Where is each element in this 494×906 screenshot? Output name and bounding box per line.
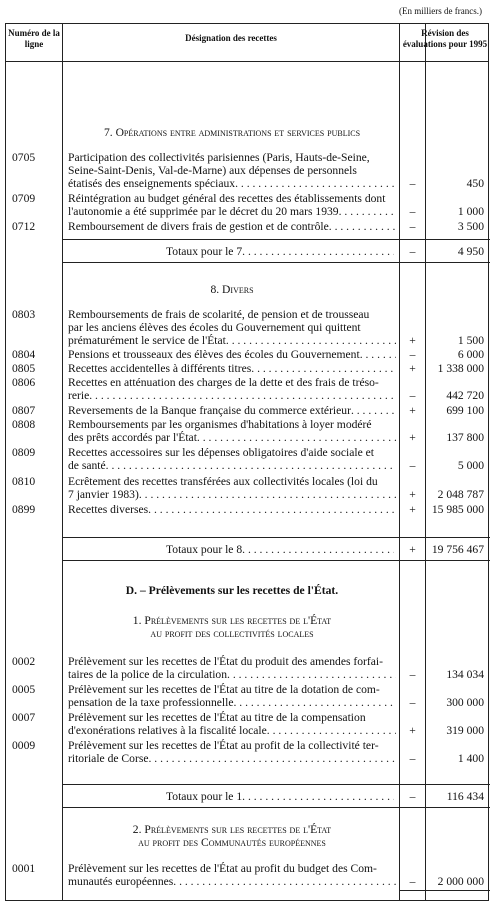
row-designation <box>68 503 396 516</box>
total-separator <box>63 239 490 240</box>
total-sign: – <box>409 790 416 803</box>
dot-leader <box>235 177 396 190</box>
row-designation <box>68 404 396 417</box>
row-designation <box>68 739 396 765</box>
line-number: 0001 <box>12 862 36 875</box>
total-sign: – <box>409 245 416 258</box>
line-number: 0002 <box>12 655 36 668</box>
dot-leader <box>329 220 396 233</box>
line-number: 0810 <box>12 475 36 488</box>
total-label <box>166 790 394 803</box>
designation-line <box>68 192 396 205</box>
total-label <box>166 543 394 556</box>
line-number: 0009 <box>12 739 36 752</box>
designation-line <box>68 321 396 334</box>
dot-leader <box>339 205 396 218</box>
designation-text: taires de la police de la circulation <box>68 668 228 681</box>
row-sign: – <box>409 205 416 218</box>
designation-line <box>68 655 396 668</box>
designation-line <box>68 683 396 696</box>
row-value: 2 048 787 <box>437 488 484 501</box>
dot-leader <box>242 543 394 556</box>
line-number: 0803 <box>12 308 36 321</box>
designation-line <box>68 389 396 402</box>
designation-text: 7 janvier 1983) <box>68 488 139 501</box>
dot-leader <box>360 348 396 361</box>
designation-line <box>68 404 396 417</box>
row-value: 3 500 <box>457 220 484 233</box>
designation-text: Remboursements de frais de scolarité, de pension et de trousseau <box>68 308 370 321</box>
row-sign: + <box>409 431 416 444</box>
designation-text: ritoriale de Corse <box>68 752 149 765</box>
row-designation <box>68 308 396 347</box>
line-number: 0712 <box>12 220 36 233</box>
dot-leader <box>89 389 396 402</box>
dot-leader <box>242 790 394 803</box>
dot-leader <box>106 459 396 472</box>
row-designation <box>68 711 396 737</box>
section-title-text: D. – Prélèvements sur les recettes de l'État. <box>125 584 339 597</box>
dot-leader <box>227 668 396 681</box>
line-number: 0709 <box>12 192 36 205</box>
revenue-table <box>5 23 489 901</box>
line-number: 0808 <box>12 418 36 431</box>
dot-leader <box>242 245 394 258</box>
row-designation <box>68 655 396 681</box>
dot-leader <box>148 752 396 765</box>
row-value: 1 338 000 <box>437 362 484 375</box>
dot-leader <box>267 724 396 737</box>
row-sign: + <box>409 404 416 417</box>
row-value: 15 985 000 <box>431 503 484 516</box>
designation-text: Pensions et trousseaux des élèves des écoles du Gouvernement <box>68 348 360 361</box>
designation-text: Recettes accidentelles à différents titres <box>68 362 252 375</box>
row-sign: + <box>409 334 416 347</box>
row-designation <box>68 348 396 361</box>
designation-text: des prêts accordés par l'État <box>68 431 197 444</box>
row-sign: – <box>409 752 416 765</box>
row-sign: + <box>409 488 416 501</box>
row-value: 2 000 000 <box>437 875 484 888</box>
header-separator <box>6 61 488 62</box>
dot-leader <box>197 431 396 444</box>
designation-line <box>68 362 396 375</box>
total-value: 4 950 <box>457 245 484 258</box>
line-number: 0809 <box>12 446 36 459</box>
row-value: 442 720 <box>446 389 484 402</box>
total-label-text: Totaux pour le 1 <box>166 790 243 803</box>
row-value: 450 <box>466 177 484 190</box>
designation-text: prématurément le service de l'État <box>68 334 226 347</box>
designation-text: Prélèvement sur les recettes de l'État au titre de la compensation <box>68 711 366 724</box>
row-designation <box>68 151 396 190</box>
row-sign: + <box>409 503 416 516</box>
line-number: 0007 <box>12 711 36 724</box>
line-number: 0805 <box>12 362 36 375</box>
row-value: 319 000 <box>446 724 484 737</box>
designation-text: Recettes accessoires sur les dépenses obligatoires d'aide sociale et <box>68 446 374 459</box>
designation-text: Recettes diverses <box>68 503 149 516</box>
designation-text: Remboursement de divers frais de gestion et de contrôle <box>68 220 329 233</box>
row-sign: + <box>409 362 416 375</box>
designation-text: Réintégration au budget général des recettes des établissements dont <box>68 192 386 205</box>
row-sign: – <box>409 696 416 709</box>
total-separator <box>63 537 490 538</box>
designation-text: Prélèvement sur les recettes de l'État au profit de la collectivité ter- <box>68 739 379 752</box>
total-label <box>166 245 394 258</box>
total-label-text: Totaux pour le 8 <box>166 543 243 556</box>
row-value: 5 000 <box>457 459 484 472</box>
designation-line <box>68 431 396 444</box>
row-sign: – <box>409 177 416 190</box>
designation-text: Prélèvement sur les recettes de l'État au profit du budget des Com- <box>68 862 377 875</box>
row-designation <box>68 862 396 888</box>
dot-leader <box>139 488 396 501</box>
header-designation: Désignation des recettes <box>185 33 277 43</box>
section-title-text: au profit des collectivités locales <box>150 627 314 640</box>
designation-text: l'autonomie a été supprimée par le décret du 20 mars 1939 <box>68 205 339 218</box>
dot-leader <box>233 696 396 709</box>
designation-line <box>68 348 396 361</box>
designation-text: Remboursements par les organismes d'habitations à loyer modéré <box>68 418 372 431</box>
designation-text: d'exonérations relatives à la fiscalité locale <box>68 724 267 737</box>
row-designation <box>68 446 396 472</box>
dot-leader <box>173 875 396 888</box>
row-value: 137 800 <box>446 431 484 444</box>
designation-line <box>68 862 396 875</box>
row-sign: – <box>409 220 416 233</box>
header-line-number: Numéro de la ligne <box>8 28 60 49</box>
designation-line <box>68 177 396 190</box>
designation-line <box>68 446 396 459</box>
row-value: 699 100 <box>446 404 484 417</box>
dot-leader <box>351 404 396 417</box>
line-number: 0005 <box>12 683 36 696</box>
designation-text: Prélèvement sur les recettes de l'État du produit des amendes forfai- <box>68 655 384 668</box>
row-value: 1 400 <box>457 752 484 765</box>
section-title-text: au profit des Communautés européennes <box>138 836 326 849</box>
row-sign: – <box>409 668 416 681</box>
row-designation <box>68 192 396 218</box>
total-separator <box>63 784 490 785</box>
row-value: 300 000 <box>446 696 484 709</box>
line-number: 0899 <box>12 503 36 516</box>
total-separator <box>63 560 490 561</box>
total-label-text: Totaux pour le 7 <box>166 245 243 258</box>
column-divider <box>62 24 63 900</box>
total-separator <box>63 262 490 263</box>
designation-line <box>68 488 396 501</box>
section-title-text: 2. Prélèvements sur les recettes de l'État <box>132 823 332 836</box>
section-title-text: 7. Opérations entre administrations et services publics <box>103 126 361 139</box>
designation-line <box>68 164 396 177</box>
dot-leader <box>148 503 396 516</box>
row-value: 1 000 <box>457 205 484 218</box>
total-separator <box>63 807 490 808</box>
row-designation <box>68 683 396 709</box>
row-designation <box>68 362 396 375</box>
designation-text: Recettes en atténuation des charges de la dette et des frais de tréso- <box>68 376 379 389</box>
designation-line <box>68 875 396 888</box>
line-number: 0807 <box>12 404 36 417</box>
designation-line <box>68 739 396 752</box>
row-designation <box>68 220 396 233</box>
designation-line <box>68 205 396 218</box>
designation-line <box>68 418 396 431</box>
value-underline <box>400 890 490 891</box>
designation-text: rerie <box>68 389 90 402</box>
designation-line <box>68 475 396 488</box>
row-value: 1 500 <box>457 334 484 347</box>
row-value: 134 034 <box>446 668 484 681</box>
dot-leader <box>251 362 396 375</box>
designation-text: Ecrêtement des recettes transférées aux collectivités locales (loi du <box>68 475 378 488</box>
row-value: 6 000 <box>457 348 484 361</box>
designation-line <box>68 668 396 681</box>
designation-text: étatisés des enseignements spéciaux <box>68 177 236 190</box>
row-sign: – <box>409 389 416 402</box>
row-sign: – <box>409 348 416 361</box>
total-sign: + <box>409 543 416 556</box>
designation-line <box>68 459 396 472</box>
designation-line <box>68 711 396 724</box>
line-number: 0806 <box>12 376 36 389</box>
unit-note: (En milliers de francs.) <box>399 6 482 16</box>
total-value: 116 434 <box>446 790 484 803</box>
row-sign: + <box>409 724 416 737</box>
designation-line <box>68 752 396 765</box>
row-designation <box>68 418 396 444</box>
designation-line <box>68 308 396 321</box>
designation-line <box>68 220 396 233</box>
row-sign: – <box>409 459 416 472</box>
designation-line <box>68 151 396 164</box>
row-designation <box>68 376 396 402</box>
designation-text: Participation des collectivités parisiennes (Paris, Hauts-de-Seine, <box>68 151 370 164</box>
designation-line <box>68 334 396 347</box>
designation-line <box>68 696 396 709</box>
designation-text: de santé <box>68 459 106 472</box>
line-number: 0705 <box>12 151 36 164</box>
row-designation <box>68 475 396 501</box>
designation-text: pensation de la taxe professionnelle <box>68 696 234 709</box>
designation-line <box>68 724 396 737</box>
header-revision: Révision des évaluations pour 1995 <box>402 28 488 49</box>
designation-text: par les anciens élèves des écoles du Gouvernement qui quittent <box>68 321 361 334</box>
total-value: 19 756 467 <box>431 543 484 556</box>
section-title-text: 1. Prélèvements sur les recettes de l'État <box>132 614 332 627</box>
designation-text: Reversements de la Banque française du commerce extérieur <box>68 404 351 417</box>
designation-line <box>68 376 396 389</box>
designation-line <box>68 503 396 516</box>
designation-text: munautés européennes <box>68 875 174 888</box>
row-sign: – <box>409 875 416 888</box>
dot-leader <box>226 334 396 347</box>
designation-text: Seine-Saint-Denis, Val-de-Marne) aux dépenses de personnels <box>68 164 357 177</box>
line-number: 0804 <box>12 348 36 361</box>
designation-text: Prélèvement sur les recettes de l'État au titre de la dotation de com- <box>68 683 380 696</box>
section-title-text: 8. Divers <box>210 283 254 296</box>
